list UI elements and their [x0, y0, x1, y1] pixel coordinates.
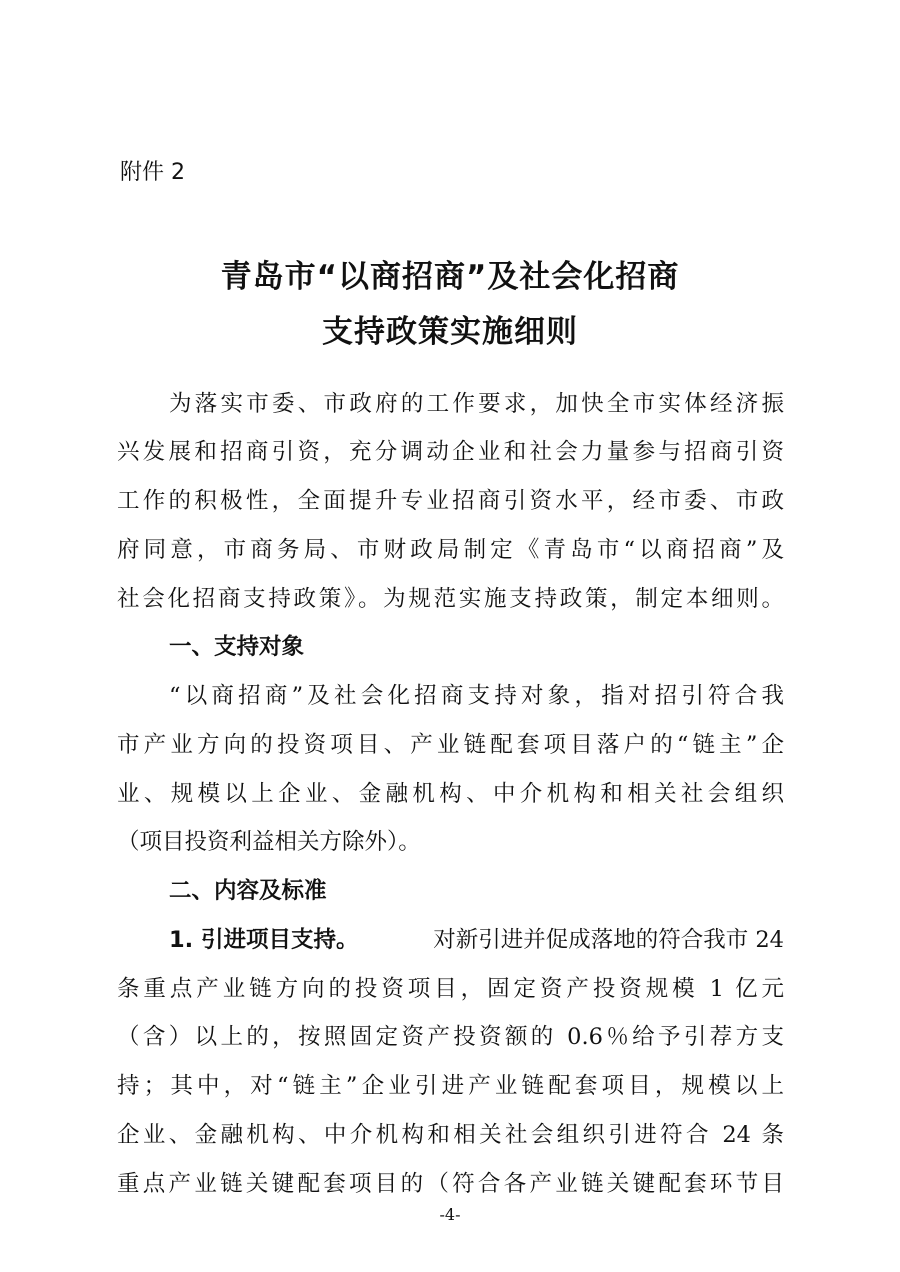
section-1-line-2: 市产业方向的投资项目、产业链配套项目落户的“链主”企 — [117, 732, 784, 758]
section-2-line-2: 条重点产业链方向的投资项目，固定资产投资规模 1 亿元 — [117, 976, 784, 1002]
section-2-line-4: 持；其中，对“链主”企业引进产业链配套项目，规模以上 — [117, 1073, 784, 1099]
intro-line-3: 工作的积极性，全面提升专业招商引资水平，经市委、市政 — [117, 488, 784, 514]
section-1-line-1: “以商招商”及社会化招商支持对象，指对招引符合我 — [169, 683, 784, 709]
section-1-line-4: （项目投资利益相关方除外）。 — [117, 829, 421, 855]
section-2-heading: 二、内容及标准 — [169, 878, 327, 904]
section-1-line-3: 业、规模以上企业、金融机构、中介机构和相关社会组织 — [117, 781, 784, 807]
section-2-line-6: 重点产业链关键配套项目的（符合各产业链关键配套环节目 — [117, 1171, 784, 1197]
intro-line-5: 社会化招商支持政策》。为规范实施支持政策，制定本细则。 — [117, 586, 784, 612]
document-title-line-2: 支持政策实施细则 — [322, 314, 578, 350]
section-2-item-1-first-line — [169, 916, 784, 964]
attachment-label: 附件 2 — [120, 160, 185, 185]
section-1-heading: 一、支持对象 — [169, 634, 305, 660]
page-number: -4- — [439, 1205, 461, 1224]
intro-line-4: 府同意，市商务局、市财政局制定《青岛市“以商招商”及 — [117, 537, 784, 563]
intro-line-1: 为落实市委、市政府的工作要求，加快全市实体经济振 — [169, 391, 784, 417]
document-title-line-1: 青岛市“以商招商”及社会化招商 — [220, 259, 680, 295]
item-1-first-line-text: 对新引进并促成落地的符合我市 24 — [433, 927, 784, 953]
section-2-line-3: （含）以上的，按照固定资产投资额的 0.6％给予引荐方支 — [117, 1024, 784, 1050]
section-2-line-5: 企业、金融机构、中介机构和相关社会组织引进符合 24 条 — [117, 1122, 784, 1148]
item-1-label: 1. 引进项目支持。 — [169, 927, 359, 953]
intro-line-2: 兴发展和招商引资，充分调动企业和社会力量参与招商引资 — [117, 439, 784, 465]
